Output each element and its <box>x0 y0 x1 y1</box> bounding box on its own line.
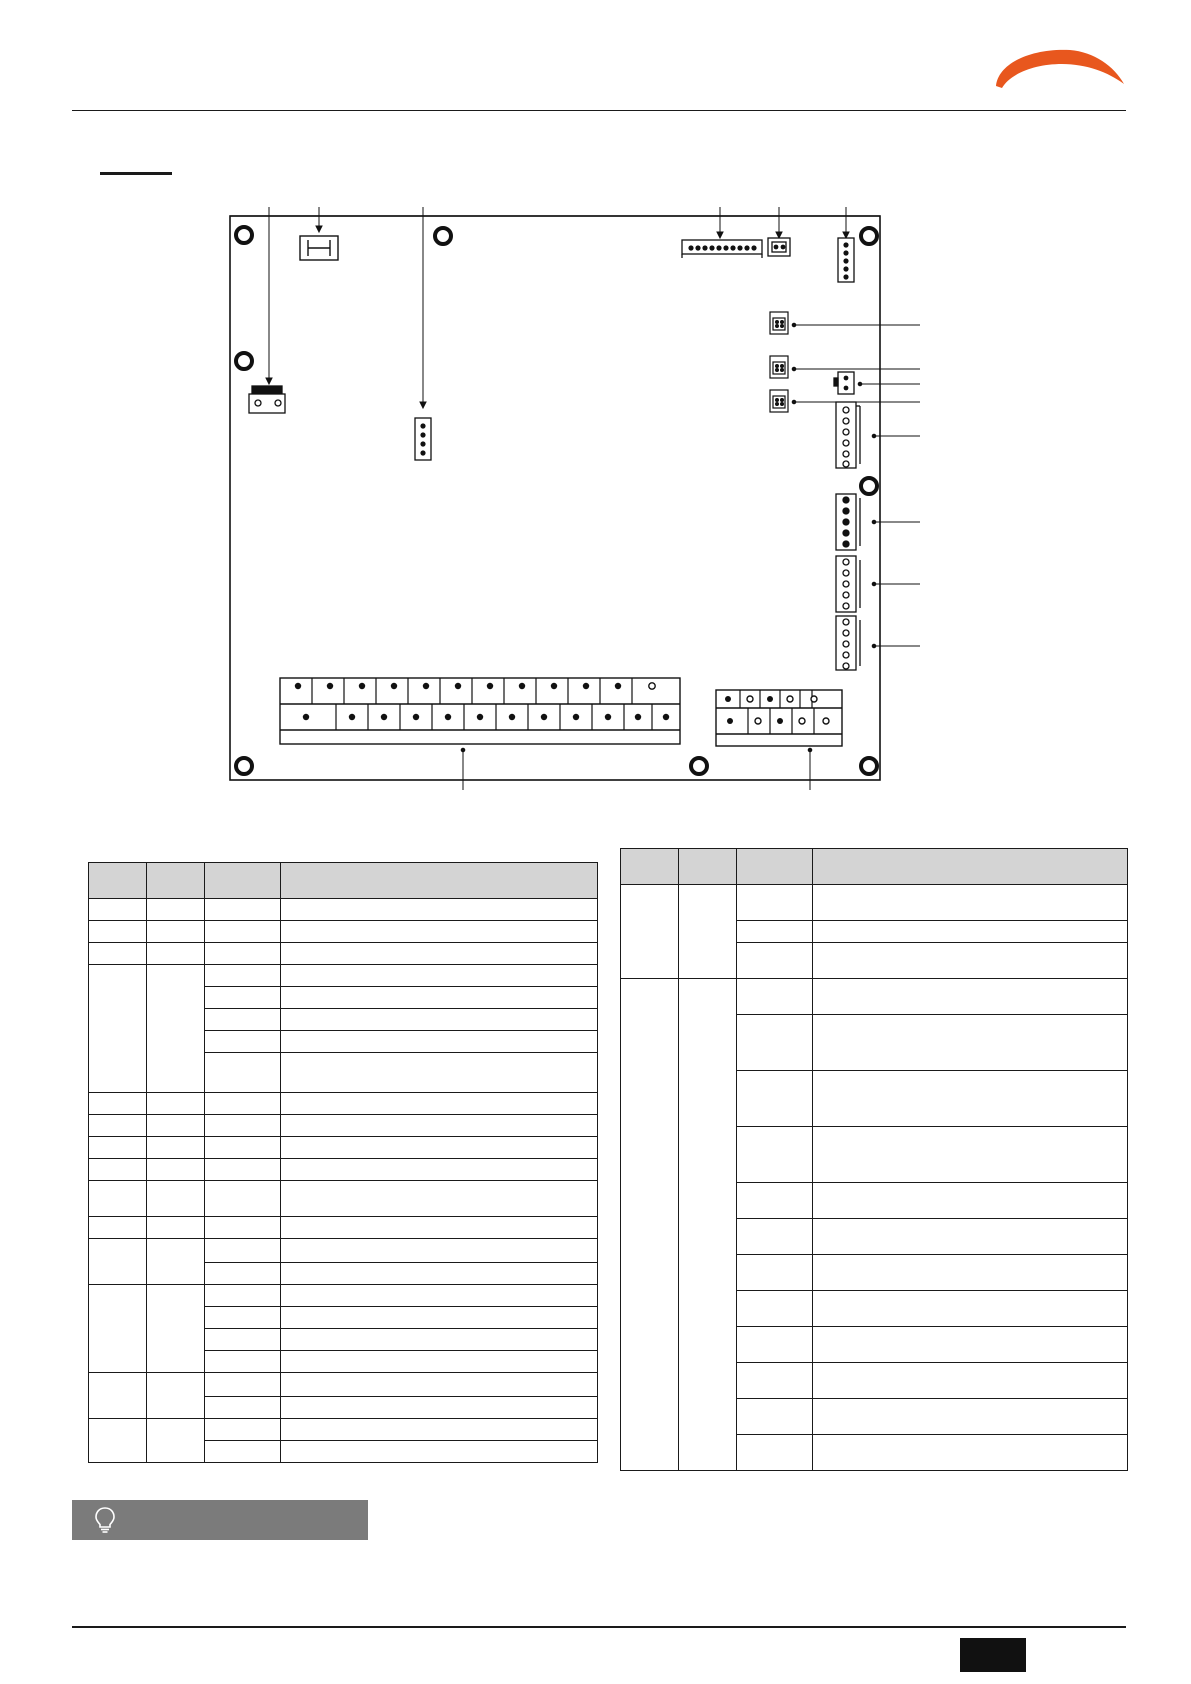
table-row <box>89 899 598 921</box>
mounting-hole <box>435 228 451 244</box>
table-row <box>89 921 598 943</box>
table-row <box>89 1217 598 1239</box>
lightbulb-icon <box>94 1506 116 1534</box>
right-terminal-blocks <box>836 402 860 670</box>
mounting-hole <box>861 478 877 494</box>
table-row <box>89 1419 598 1441</box>
table-row <box>89 1373 598 1397</box>
table-row <box>89 1093 598 1115</box>
mounting-hole <box>861 758 877 774</box>
four-pin-header <box>415 418 431 460</box>
right-spec-table <box>620 848 1128 1471</box>
terminal-block-1 <box>836 402 860 468</box>
terminal-block-4 <box>836 616 860 670</box>
table-header-cell <box>813 849 1128 885</box>
right-two-pin-header <box>834 372 854 394</box>
table-row <box>89 1137 598 1159</box>
table-row <box>89 965 598 987</box>
left-two-pin-block <box>249 386 285 413</box>
table-row <box>621 885 1128 921</box>
table-row <box>89 1115 598 1137</box>
page-number-badge <box>960 1638 1026 1672</box>
mounting-hole <box>861 228 877 244</box>
mounting-hole <box>691 758 707 774</box>
table-header-cell <box>89 863 147 899</box>
table-header-cell <box>205 863 281 899</box>
tip-bar <box>72 1500 368 1540</box>
board-diagram <box>0 0 1191 800</box>
table-row <box>621 979 1128 1015</box>
table-row <box>89 1159 598 1181</box>
mounting-hole <box>236 227 252 243</box>
bottom-small-terminal-strip <box>716 690 842 746</box>
mounting-hole <box>236 353 252 369</box>
footer-rule <box>72 1626 1126 1628</box>
ribbon-connector <box>682 240 762 258</box>
bottom-callouts <box>461 748 812 790</box>
table-header-cell <box>147 863 205 899</box>
table-row <box>89 943 598 965</box>
table-header-cell <box>737 849 813 885</box>
terminal-block-3 <box>836 556 860 612</box>
table-row <box>89 1239 598 1263</box>
table-header-row <box>621 849 1128 885</box>
table-header-cell <box>621 849 679 885</box>
jumper-block <box>300 236 338 260</box>
table-row <box>89 1181 598 1217</box>
five-pin-header <box>838 238 854 282</box>
table-row <box>89 1285 598 1307</box>
table-header-cell <box>281 863 598 899</box>
terminal-block-2 <box>836 494 860 550</box>
left-spec-table <box>88 862 598 1463</box>
two-pin-header <box>768 238 790 256</box>
right-small-connectors <box>770 312 788 412</box>
mounting-hole <box>236 758 252 774</box>
bottom-terminal-strip <box>280 678 680 744</box>
table-header-row <box>89 863 598 899</box>
table-header-cell <box>679 849 737 885</box>
